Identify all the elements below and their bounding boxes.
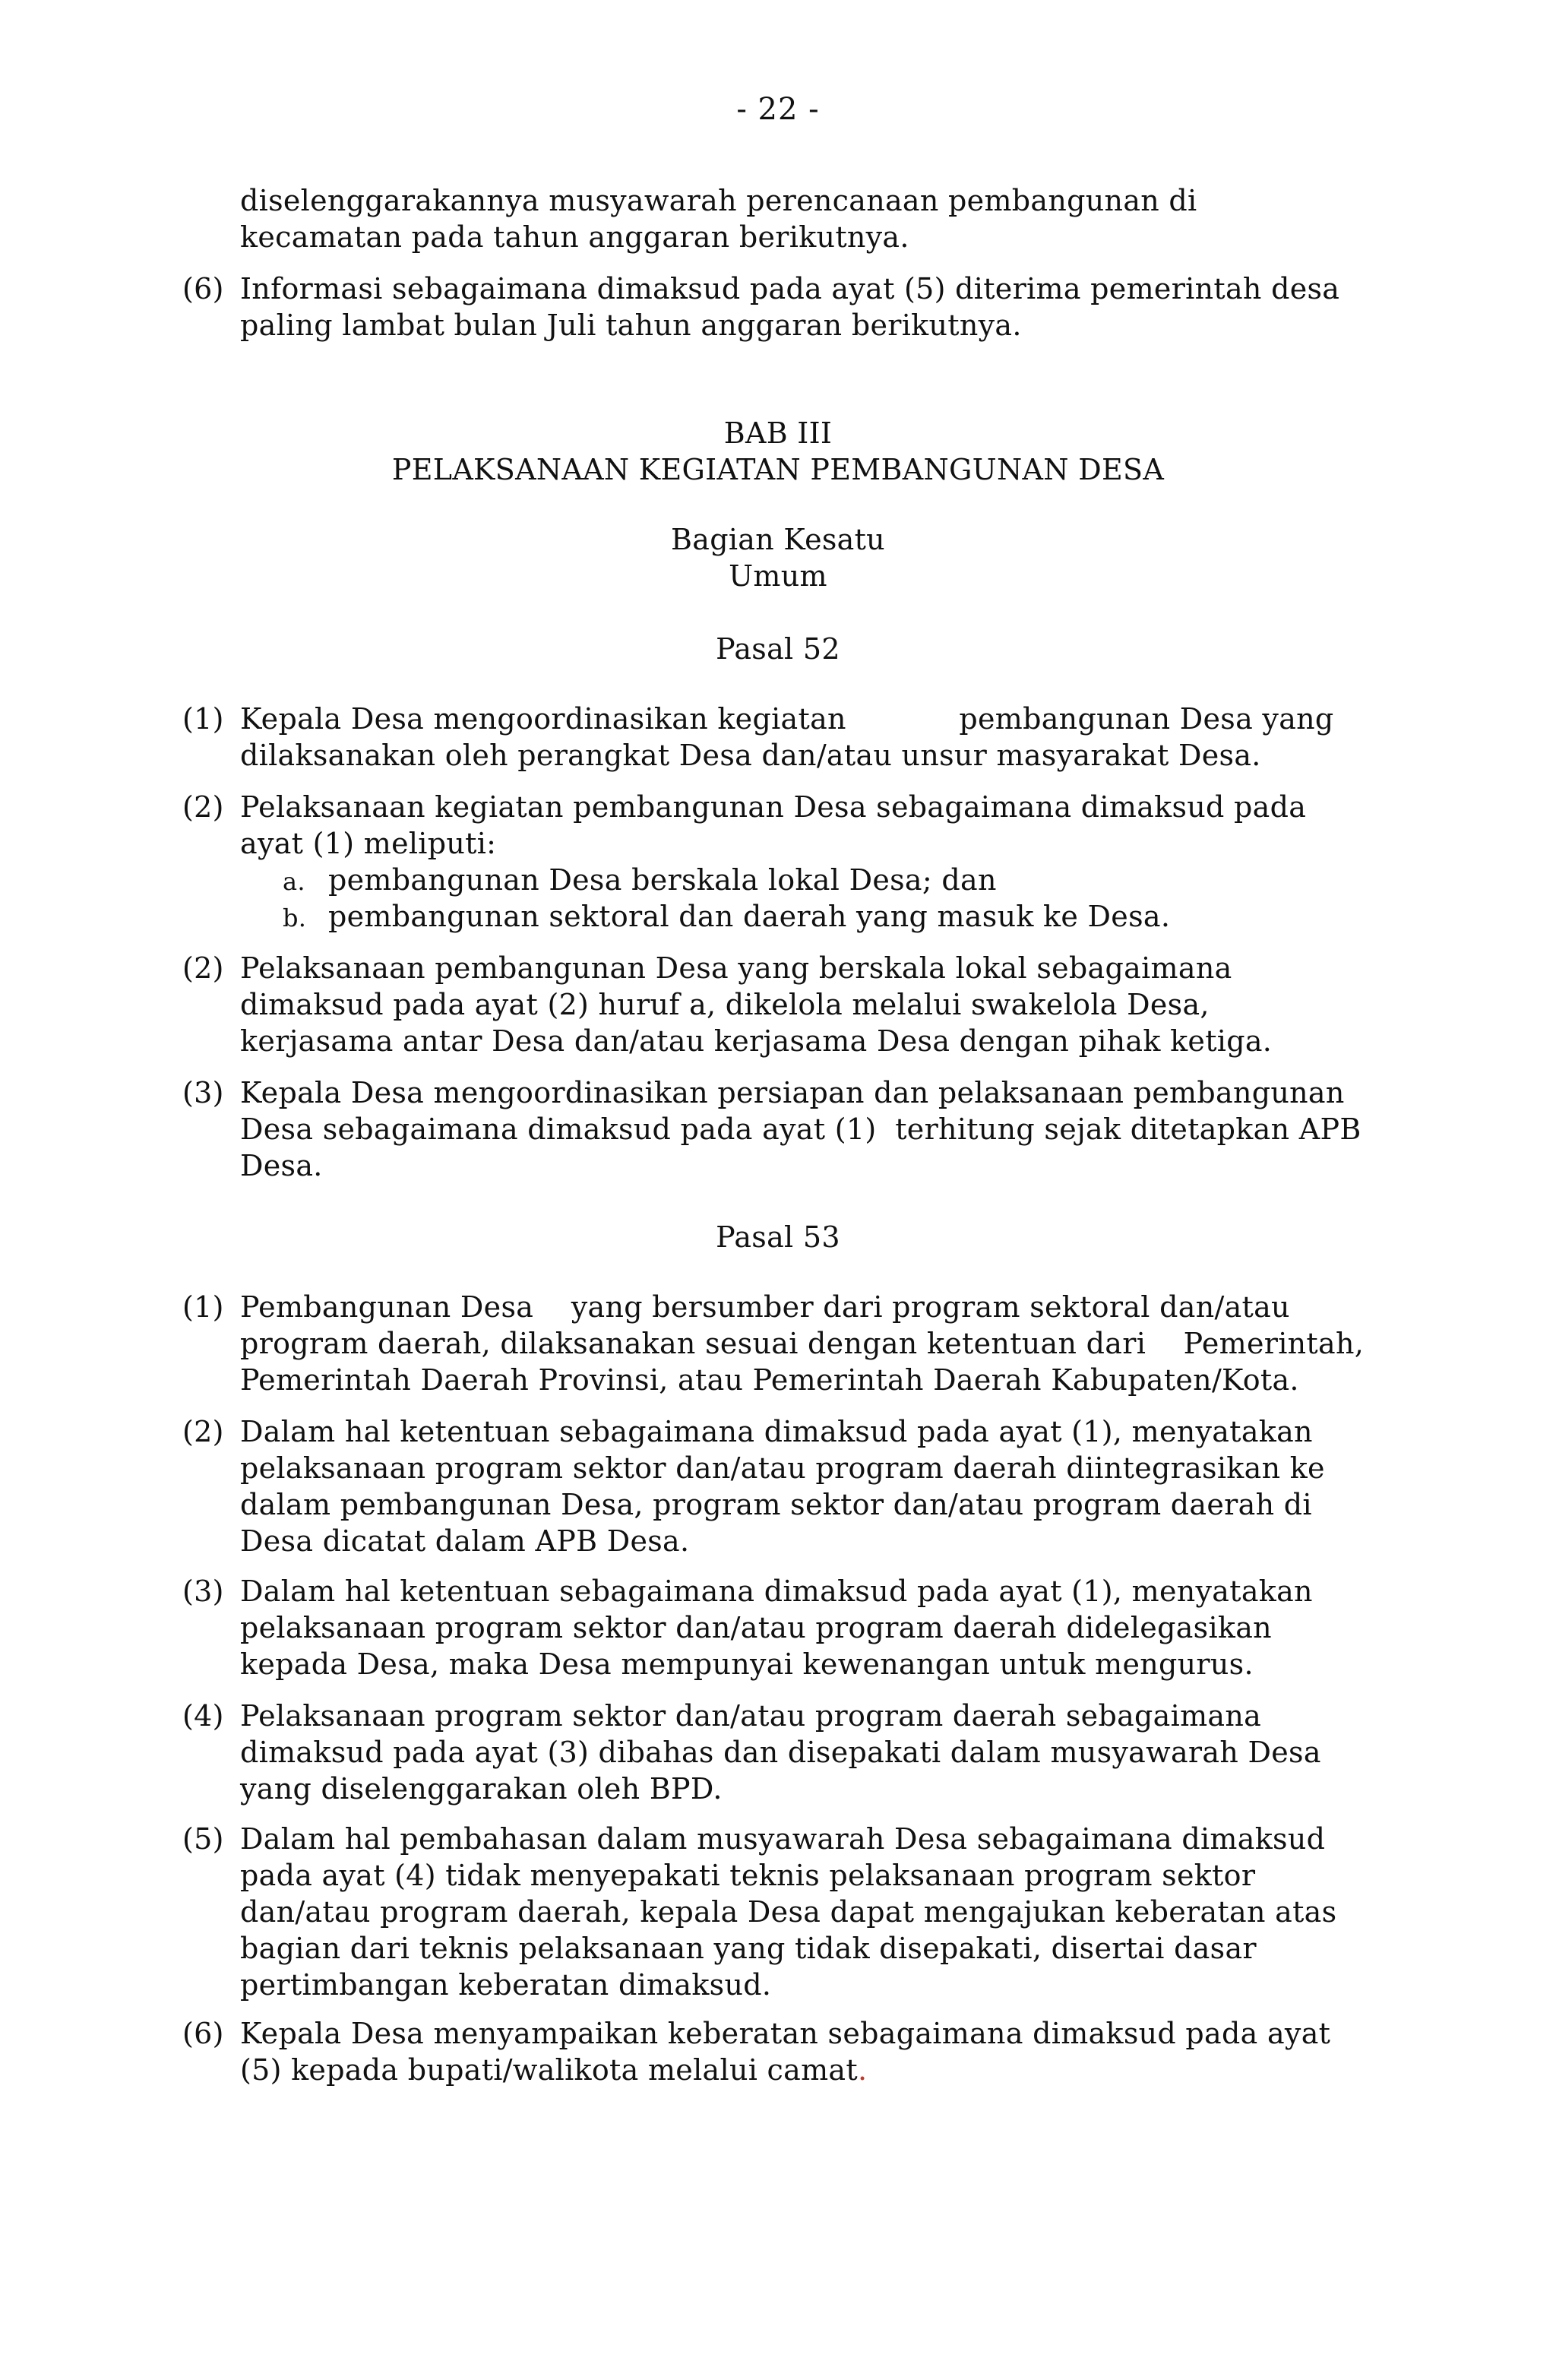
item-text: dan/atau program daerah, kepala Desa dapat mengajukan keberatan atas xyxy=(240,1895,1337,1929)
item-number: (4) xyxy=(182,1699,224,1733)
item-number: (2) xyxy=(182,951,224,985)
item-text: dimaksud pada ayat (2) huruf a, dikelola melalui swakelola Desa, xyxy=(240,988,1210,1021)
item-text: Desa dicatat dalam APB Desa. xyxy=(240,1524,690,1558)
page-number: - 22 - xyxy=(736,92,820,127)
item-text: Pelaksanaan kegiatan pembangunan Desa sebagaimana dimaksud pada xyxy=(240,790,1307,824)
item-text: Dalam hal ketentuan sebagaimana dimaksud pada ayat (1), menyatakan xyxy=(240,1575,1313,1608)
section-name: Umum xyxy=(729,559,827,593)
item-text: bagian dari teknis pelaksanaan yang tidak disepakati, disertai dasar xyxy=(240,1932,1257,1965)
item-text: kerjasama antar Desa dan/atau kerjasama Desa dengan pihak ketiga. xyxy=(240,1024,1273,1058)
intro-paragraph xyxy=(240,182,1456,255)
item-text: Dalam hal pembahasan dalam musyawarah Desa sebagaimana dimaksud xyxy=(240,1822,1326,1856)
item-text: Pemerintah Daerah Provinsi, atau Pemerintah Daerah Kabupaten/Kota. xyxy=(240,1363,1299,1397)
chapter-number: BAB III xyxy=(723,416,833,450)
item-number: (2) xyxy=(182,1415,224,1448)
pasal53-item-6 xyxy=(182,2015,1398,2088)
pasal53-item-3 xyxy=(182,1573,1398,1682)
item-text: Desa sebagaimana dimaksud pada ayat (1) terhitung sejak ditetapkan APB xyxy=(240,1112,1362,1146)
item-number: (5) xyxy=(182,1822,224,1856)
intro-line: diselenggarakannya musyawarah perencanaan pembangunan di xyxy=(240,184,1197,217)
pasal53-item-1 xyxy=(182,1289,1398,1398)
chapter-title: PELAKSANAAN KEGIATAN PEMBANGUNAN DESA xyxy=(391,453,1165,486)
item-text: pelaksanaan program sektor dan/atau program daerah didelegasikan xyxy=(240,1611,1272,1644)
prev-item-6 xyxy=(182,271,1398,343)
item-text: Pelaksanaan program sektor dan/atau program daerah sebagaimana xyxy=(240,1699,1262,1733)
item-text: program daerah, dilaksanakan sesuai dengan ketentuan dari Pemerintah, xyxy=(240,1327,1365,1360)
item-text: yang diselenggarakan oleh BPD. xyxy=(240,1772,723,1806)
sub-letter: b. xyxy=(283,904,307,932)
item-text: dalam pembangunan Desa, program sektor dan/atau program daerah di xyxy=(240,1488,1312,1521)
item-text: ayat (1) meliputi: xyxy=(240,827,497,860)
item-text: pelaksanaan program sektor dan/atau program daerah diintegrasikan ke xyxy=(240,1451,1325,1485)
item-text: pertimbangan keberatan dimaksud. xyxy=(240,1968,772,2002)
pasal53-item-2 xyxy=(182,1413,1398,1559)
item-text: dimaksud pada ayat (3) dibahas dan disepakati dalam musyawarah Desa xyxy=(240,1736,1321,1769)
sub-text: pembangunan sektoral dan daerah yang masuk ke Desa. xyxy=(328,900,1171,933)
item-text: Kepala Desa mengoordinasikan persiapan dan pelaksanaan pembangunan xyxy=(240,1076,1345,1109)
item-text: Pelaksanaan pembangunan Desa yang berskala lokal sebagaimana xyxy=(240,951,1232,985)
item-text: (5) kepada bupati/walikota melalui camat xyxy=(240,2053,858,2087)
intro-line: kecamatan pada tahun anggaran berikutnya. xyxy=(240,220,909,254)
pasal-52-title: Pasal 52 xyxy=(716,632,840,666)
item-number: (3) xyxy=(182,1076,224,1109)
section-label: Bagian Kesatu xyxy=(671,523,885,556)
pasal-53-title: Pasal 53 xyxy=(716,1220,840,1254)
item-number: (1) xyxy=(182,702,224,736)
item-text-last xyxy=(182,2052,1398,2088)
item-text: dilaksanakan oleh perangkat Desa dan/atau unsur masyarakat Desa. xyxy=(240,739,1261,772)
item-text: Kepala Desa mengoordinasikan kegiatan pembangunan Desa yang xyxy=(240,702,1334,736)
item-text: Kepala Desa menyampaikan keberatan sebagaimana dimaksud pada ayat xyxy=(240,2017,1331,2050)
closing-period: . xyxy=(857,2053,868,2087)
sub-text: pembangunan Desa berskala lokal Desa; dan xyxy=(328,863,997,897)
item-number: (1) xyxy=(182,1290,224,1324)
sub-letter: a. xyxy=(283,867,305,896)
sub-item-a xyxy=(182,862,1398,898)
item-text: paling lambat bulan Juli tahun anggaran berikutnya. xyxy=(240,309,1022,342)
item-text: kepada Desa, maka Desa mempunyai kewenangan untuk mengurus. xyxy=(240,1647,1254,1681)
item-text: Pembangunan Desa yang bersumber dari program sektoral dan/atau xyxy=(240,1290,1290,1324)
pasal52-item-4 xyxy=(182,1074,1398,1184)
item-text: Dalam hal ketentuan sebagaimana dimaksud pada ayat (1), menyatakan xyxy=(240,1415,1313,1448)
item-text: pada ayat (4) tidak menyepakati teknis pelaksanaan program sektor xyxy=(240,1859,1256,1892)
item-number: (6) xyxy=(182,2017,224,2050)
item-number: (6) xyxy=(182,272,224,305)
item-number: (2) xyxy=(182,790,224,824)
item-text: Informasi sebagaimana dimaksud pada ayat (5) diterima pemerintah desa xyxy=(240,272,1340,305)
pasal52-item-3 xyxy=(182,950,1398,1059)
pasal52-item-2 xyxy=(182,789,1398,935)
item-number: (3) xyxy=(182,1575,224,1608)
pasal53-item-5 xyxy=(182,1821,1398,2003)
item-text: Desa. xyxy=(240,1149,323,1182)
sub-item-b xyxy=(182,898,1398,935)
pasal53-item-4 xyxy=(182,1698,1398,1807)
pasal52-item-1 xyxy=(182,701,1398,774)
